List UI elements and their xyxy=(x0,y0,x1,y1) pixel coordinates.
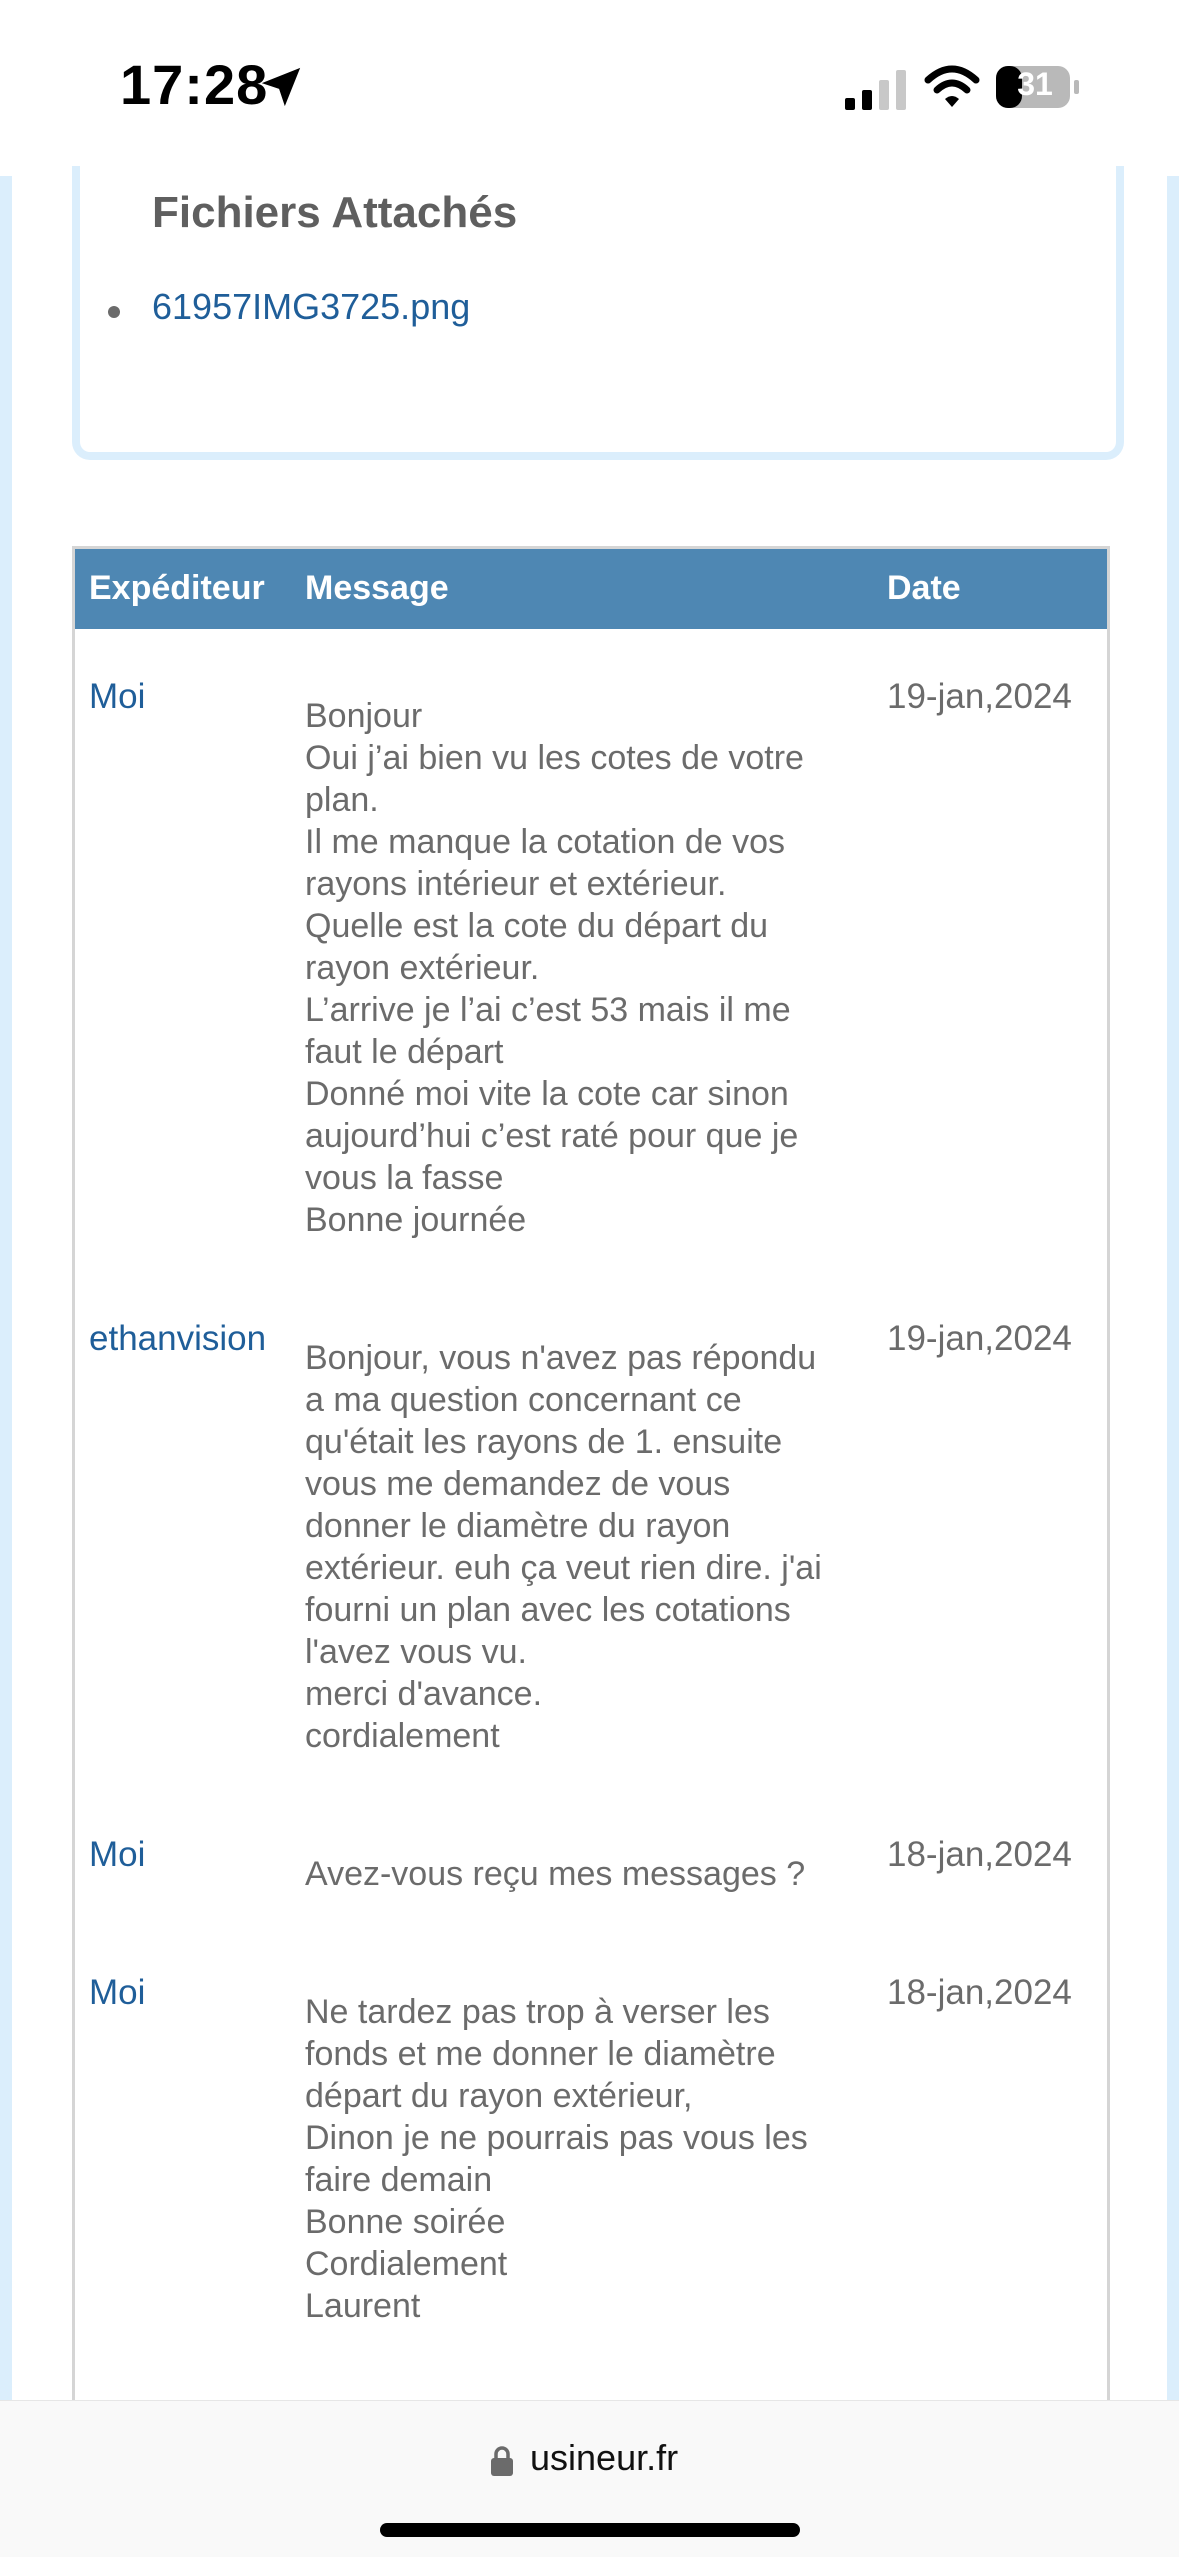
battery-level: 31 xyxy=(1017,66,1053,102)
attachments-title: Fichiers Attachés xyxy=(152,188,518,237)
page-border-left xyxy=(0,176,12,2400)
status-bar xyxy=(0,0,1179,176)
column-header-message: Message xyxy=(305,569,449,607)
attachments-panel xyxy=(72,166,1124,460)
wifi-icon xyxy=(924,64,980,110)
message-date: 18-jan,2024 xyxy=(887,1835,1072,1874)
signal-icon xyxy=(845,70,907,110)
message-text: Ne tardez pas trop à verser les fonds et me donner le diamètre départ du rayon extérieur, Dinon je ne pourrais pas vous les faire demain Bonne soirée Cordialement Laurent xyxy=(305,1993,808,2325)
message-date: 19-jan,2024 xyxy=(887,677,1072,716)
message-text: Bonjour Oui j’ai bien vu les cotes de votre plan. Il me manque la cotation de vos rayons intérieur et extérieur. Quelle est la cote du départ du rayon extérieur. L’arrive je l’ai c’est 53 mais il me faut le départ Donné moi vite la cote car sinon aujourd’hui c’est raté pour que je vous la fasse Bonne journée xyxy=(305,697,804,1239)
sender-link[interactable]: Moi xyxy=(89,1973,146,2012)
column-header-date: Date xyxy=(887,569,961,607)
attachment-link[interactable]: 61957IMG3725.png xyxy=(152,286,471,327)
messages-table xyxy=(72,546,1110,2449)
sender-link[interactable]: Moi xyxy=(89,1835,146,1874)
table-header xyxy=(75,549,1107,629)
message-text: Bonjour, vous n'avez pas répondu a ma question concernant ce qu'était les rayons de 1. ensuite vous me demandez de vous donner le diamètre du rayon extérieur. euh ça veut rien dire. j'ai fourni un plan avec les cotations l'avez vous vu. merci d'avance. cordialement xyxy=(305,1339,822,1755)
message-date: 18-jan,2024 xyxy=(887,1973,1072,2012)
lock-icon xyxy=(490,2445,514,2477)
page-border-right xyxy=(1167,176,1179,2400)
list-bullet xyxy=(108,306,120,318)
home-indicator xyxy=(380,2523,800,2537)
message-date: 19-jan,2024 xyxy=(887,1319,1072,1358)
url-text[interactable]: usineur.fr xyxy=(530,2437,679,2478)
sender-link[interactable]: ethanvision xyxy=(89,1319,267,1358)
location-arrow-icon xyxy=(258,64,304,110)
browser-url-bar[interactable] xyxy=(0,2400,1179,2557)
page-content xyxy=(0,176,1179,2400)
status-time: 17:28 xyxy=(120,53,269,116)
sender-link[interactable]: Moi xyxy=(89,677,146,716)
message-text: Avez-vous reçu mes messages ? xyxy=(305,1855,806,1893)
column-header-sender: Expéditeur xyxy=(89,569,265,607)
